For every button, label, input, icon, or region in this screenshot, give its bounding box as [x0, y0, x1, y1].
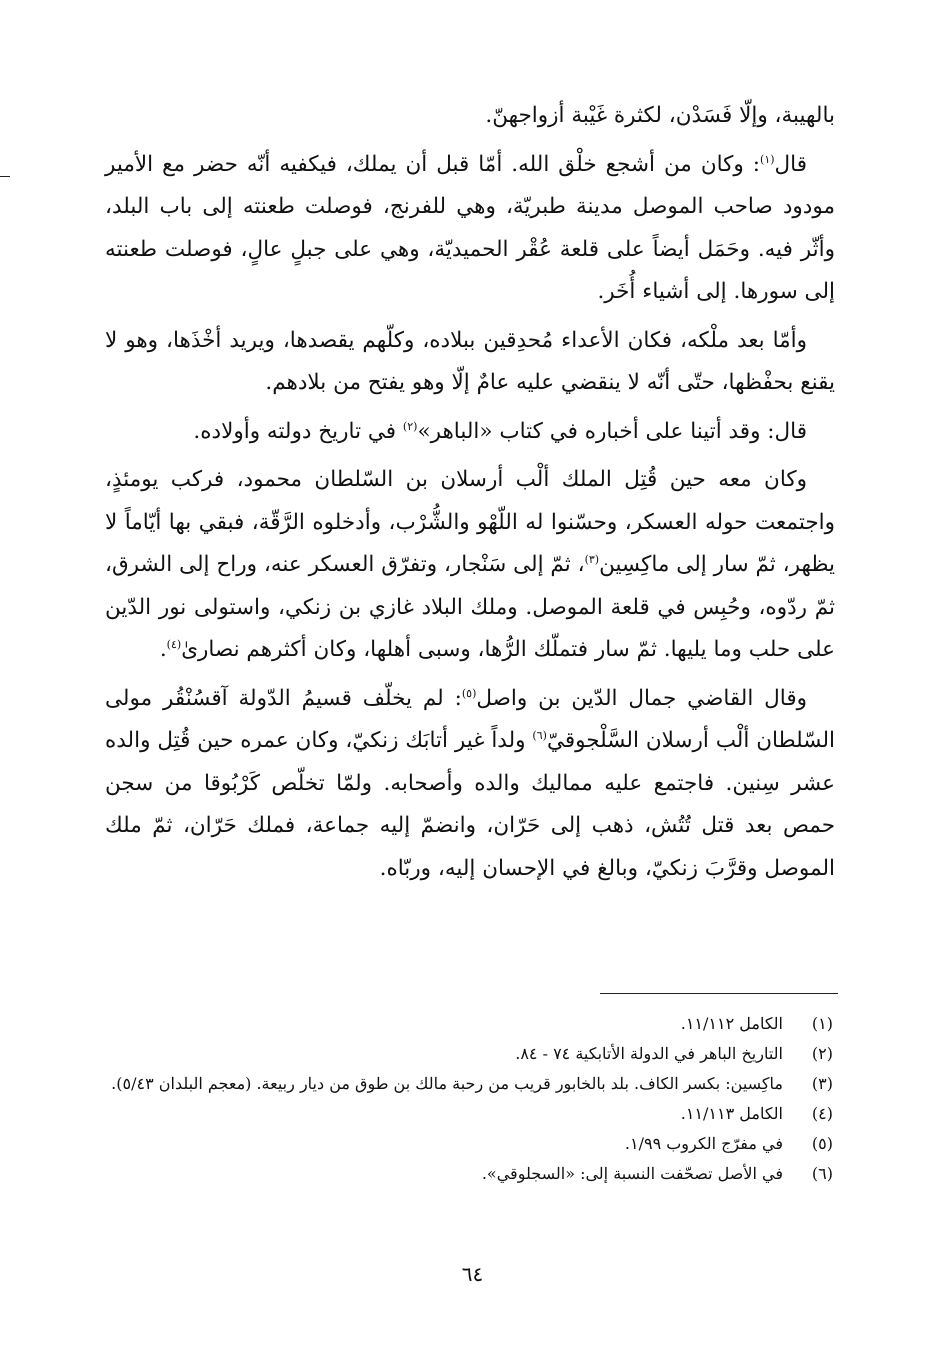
paragraph-1-text: بالهيبة، وإلّا فَسَدْن، لكثرة غَيْبة أزواجهنّ. — [485, 103, 835, 128]
footnote-ref-1: (١) — [760, 152, 775, 166]
footnote-ref-4: (٤) — [166, 637, 182, 651]
footnote-2 — [105, 1040, 835, 1068]
footnote-5 — [105, 1130, 835, 1158]
footnote-number: (١) — [811, 1014, 833, 1033]
paragraph-4 — [105, 411, 835, 454]
paragraph-4-lead: قال: وقد أتينا على أخباره في كتاب «الباهر» — [417, 418, 807, 444]
page-number: ٦٤ — [461, 1262, 484, 1286]
paragraph-5-text: ، ثمّ إلى سَنْجار، وتفرّق العسكر عنه، وراح إلى الشرق، ثمّ ردّوه، وحُبِس في قلعة الموصل. وملك البلاد غازي بن زنكي، واستولى نور الدّين على حلب وما يليها. ثمّ سار فتملّك الرُّها، وسبى أهلها، وكان أكثرهم نصارىٰ — [105, 552, 835, 662]
footnote-ref-3: (٣) — [584, 552, 600, 566]
paragraph-3-text: وأمّا بعد ملْكه، فكان الأعداء مُحدِقين ببلاده، وكلّهم يقصدها، ويريد أخْذَها، وهو لا يقنع بحفْظها، حتّى أنّه لا ينقضي عليه عامٌ إلّا وهو يفتح من بلادهم. — [105, 327, 835, 395]
footnote-ref-5: (٥) — [461, 686, 477, 700]
footnote-text: ماكِسين: بكسر الكاف. بلد بالخابور قريب من رحبة مالك بن طوق من ديار ربيعة. (معجم البلدان ٥/٤٣). — [111, 1074, 783, 1093]
footnote-number: (٢) — [811, 1044, 833, 1063]
paragraph-2-lead: قال — [774, 151, 807, 177]
footnote-number: (٤) — [811, 1104, 833, 1123]
footnote-6 — [105, 1160, 835, 1188]
footnote-text: في مفرّج الكروب ١/٩٩. — [624, 1134, 783, 1153]
paragraph-5-end: . — [159, 637, 167, 662]
footnote-number: (٣) — [811, 1074, 833, 1093]
footnotes — [105, 1010, 835, 1190]
paragraph-6 — [105, 678, 835, 891]
footnote-number: (٦) — [811, 1164, 833, 1183]
paragraph-3 — [105, 320, 835, 405]
scan-edge-mark — [0, 176, 10, 177]
paragraph-4-text: في تاريخ دولته وأولاده. — [193, 418, 403, 444]
paragraph-5 — [105, 459, 835, 672]
main-text — [105, 95, 835, 896]
paragraph-2-text: : وكان من أشجع خلْق الله. أمّا قبل أن يملك، فيكفيه أنّه حضر مع الأمير مودود صاحب الموصل مدينة طبريّة، وهي للفرنج، فوصلت طعنته إلى باب البلد، وأثّر فيه. وحَمَل أيضاً على قلعة عُقْر الحميديّة، وهي على جبلٍ عالٍ، فوصلت طعنته إلى سورها. إلى أشياء أُخَر. — [105, 151, 835, 304]
paragraph-2 — [105, 144, 835, 314]
footnote-separator — [600, 993, 838, 994]
footnote-3 — [105, 1070, 835, 1098]
footnote-1 — [105, 1010, 835, 1038]
footnote-number: (٥) — [811, 1134, 833, 1153]
paragraph-5-lead: وكان معه حين قُتِل الملك ألْب أرسلان بن السّلطان محمود، فركب يومئذٍ، واجتمعت حوله العسكر، وحسّنوا له اللّهْو والشُّرْب، وأدخلوه الرَّقّة، فبقي بها أيّاماً لا يظهر، ثمّ سار إلى ماكِسِين — [105, 467, 835, 577]
footnote-text: في الأصل تصحّفت النسبة إلى: «السجلوقي». — [481, 1164, 783, 1183]
paragraph-6-end: ولداً غير أتابَك زنكيّ، وكان عمره حين قُتِل والده عشر سِنين. فاجتمع عليه مماليك والده وأصحابه. ولمّا تخلّص كَرْبُوقا من سجن حمص بعد قتل تُتُش، ذهب إلى حَرّان، وانضمّ إليه جماعة، فملك حَرّان، ثمّ ملك الموصل وقرَّبَ زنكيّ، وبالغ في الإحسان إليه، وربّاه. — [105, 728, 835, 881]
footnote-text: التاريخ الباهر في الدولة الأتابكية ٧٤ - ٨٤. — [515, 1044, 783, 1063]
footnote-ref-2: (٢) — [402, 419, 418, 433]
footnote-text: الكامل ١١/١١٣. — [680, 1104, 783, 1123]
footnote-ref-6: (٦) — [532, 728, 547, 742]
paragraph-6-lead: وقال القاضي جمال الدّين بن واصل — [476, 685, 807, 711]
footnote-4 — [105, 1100, 835, 1128]
paragraph-6-text: : لم يخلّف قسيمُ الدّولة آقسُنْقُر مولى السّلطان ألْب أرسلان السَّلْجوقيّ — [105, 685, 836, 753]
paragraph-1 — [105, 95, 835, 138]
footnote-text: الكامل ١١/١١٢. — [680, 1014, 783, 1033]
